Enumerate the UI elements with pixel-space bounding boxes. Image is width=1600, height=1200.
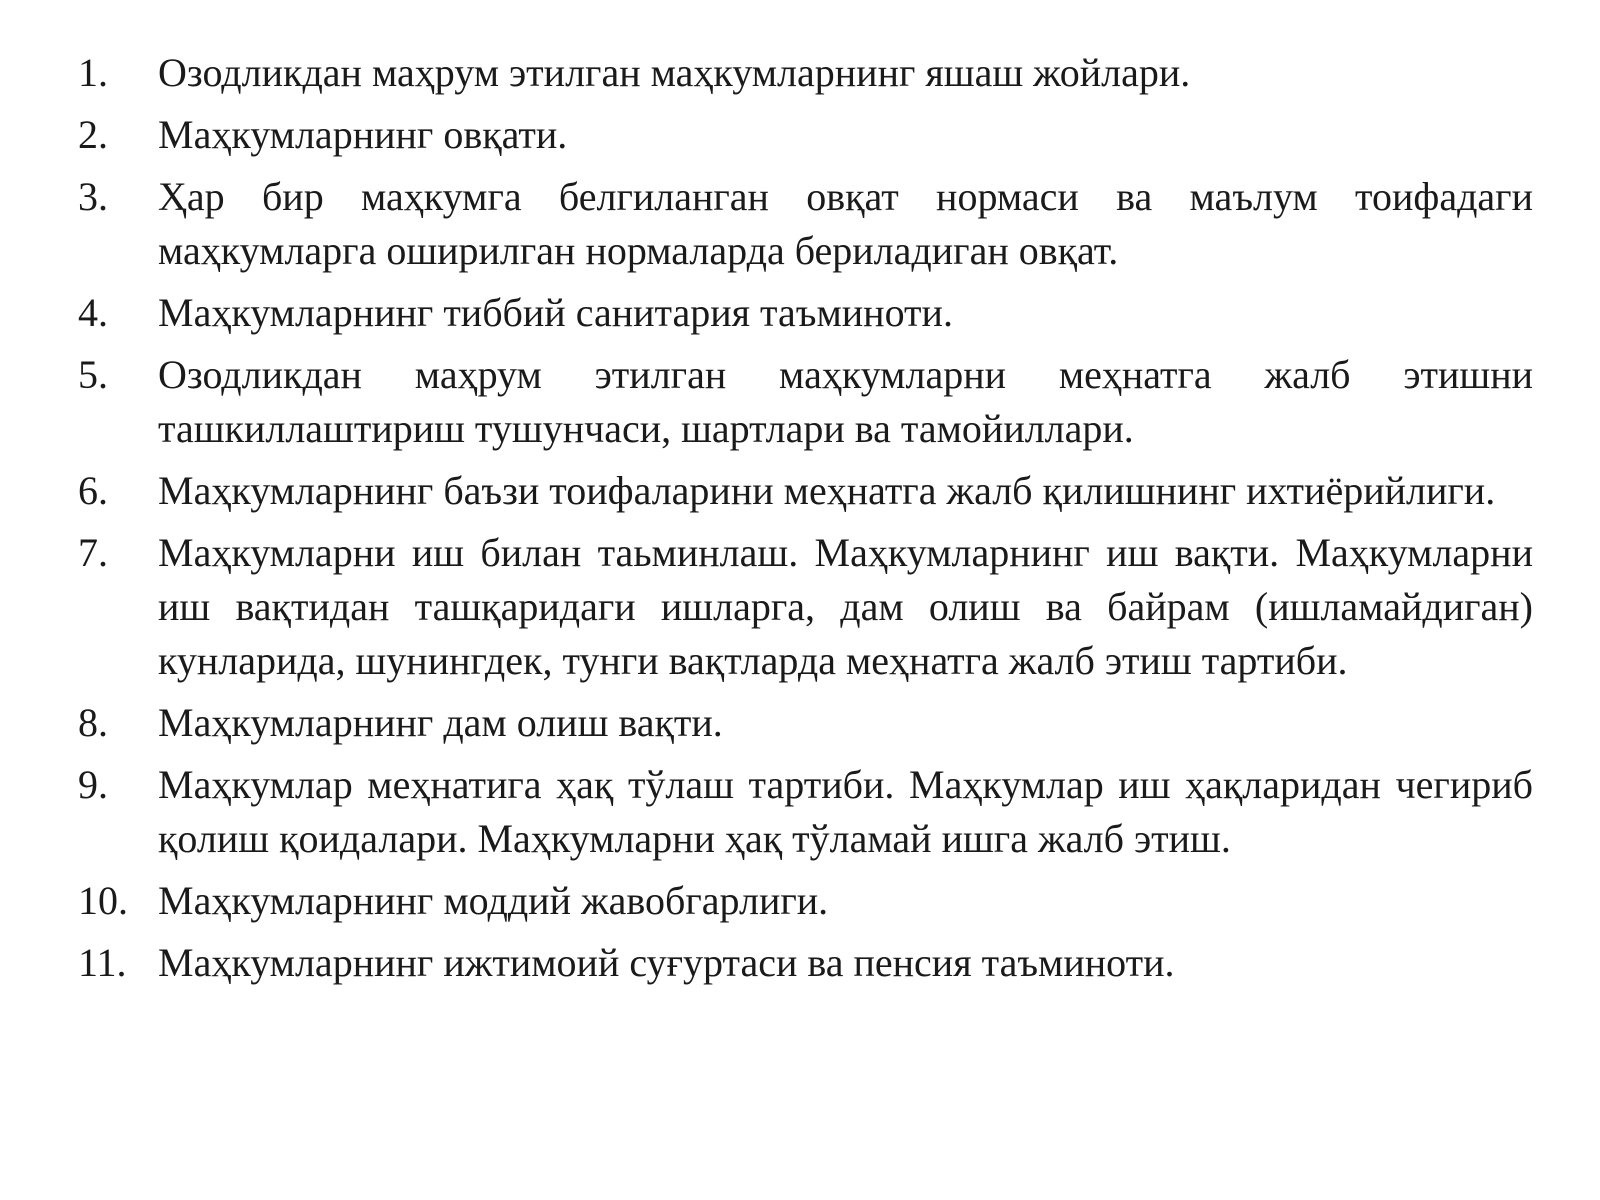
- list-item: [78, 874, 1533, 928]
- list-item: [78, 108, 1533, 162]
- item-number: 6.: [78, 468, 108, 513]
- list-item: [78, 286, 1533, 340]
- item-number: 9.: [78, 762, 108, 807]
- item-text: Маҳкумларнинг моддий жавобгарлиги.: [158, 878, 829, 923]
- item-text: Маҳкумларнинг овқати.: [158, 112, 568, 157]
- item-text: Ҳар бир маҳкумга белгиланган овқат нормаси ва маълум тоифадаги маҳкумларга оширилган нормаларда бериладиган овқат.: [158, 174, 1533, 273]
- numbered-topic-list: [78, 46, 1533, 998]
- item-text: Озодликдан маҳрум этилган маҳкумларнинг яшаш жойлари.: [158, 50, 1191, 95]
- list-item: [78, 936, 1533, 990]
- item-number: 7.: [78, 530, 108, 575]
- item-number: 5.: [78, 352, 108, 397]
- list-item: [78, 46, 1533, 100]
- list-item: [78, 170, 1533, 278]
- list-item: [78, 526, 1533, 688]
- item-number: 8.: [78, 700, 108, 745]
- list-item: [78, 696, 1533, 750]
- item-text: Озодликдан маҳрум этилган маҳкумларни меҳнатга жалб этишни ташкиллаштириш тушунчаси, шартлари ва тамойиллари.: [158, 352, 1533, 451]
- item-number: 1.: [78, 50, 108, 95]
- item-text: Маҳкумларнинг дам олиш вақти.: [158, 700, 723, 745]
- item-text: Маҳкумларнинг ижтимоий суғуртаси ва пенсия таъминоти.: [158, 940, 1175, 985]
- item-number: 10.: [78, 878, 128, 923]
- item-number: 4.: [78, 290, 108, 335]
- item-number: 2.: [78, 112, 108, 157]
- item-text: Маҳкумларнинг баъзи тоифаларини меҳнатга жалб қилишнинг ихтиёрийлиги.: [158, 468, 1496, 513]
- item-text: Маҳкумлар меҳнатига ҳақ тўлаш тартиби. Маҳкумлар иш ҳақларидан чегириб қолиш қоидалари. Маҳкумларни ҳақ тўламай ишга жалб этиш.: [158, 762, 1533, 861]
- item-text: Маҳкумларнинг тиббий санитария таъминоти.: [158, 290, 953, 335]
- list-item: [78, 758, 1533, 866]
- list-item: [78, 348, 1533, 456]
- item-text: Маҳкумларни иш билан таьминлаш. Маҳкумларнинг иш вақти. Маҳкумларни иш вақтидан ташқаридаги ишларга, дам олиш ва байрам (ишламайдиган) кунларида, шунингдек, тунги вақтларда меҳнатга жалб этиш тартиби.: [158, 530, 1533, 683]
- item-number: 3.: [78, 174, 108, 219]
- list-item: [78, 464, 1533, 518]
- item-number: 11.: [78, 940, 127, 985]
